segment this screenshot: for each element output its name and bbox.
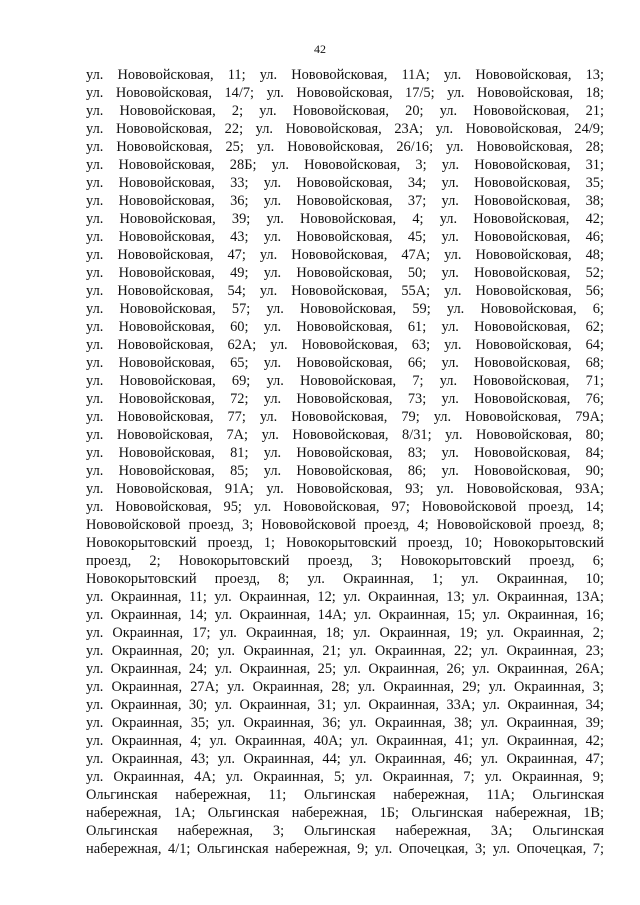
text-line: набережная, 1А; Ольгинская набережная, 1Б; Ольгинская набережная, 1В; <box>86 805 604 821</box>
text-line: ул. Нововойсковая, 69; ул. Нововойсковая, 7; ул. Нововойсковая, 71; <box>86 373 604 389</box>
text-line: ул. Нововойсковая, 28Б; ул. Нововойсковая, 3; ул. Нововойсковая, 31; <box>86 157 604 173</box>
text-line: ул. Нововойсковая, 57; ул. Нововойсковая, 59; ул. Нововойсковая, 6; <box>86 301 604 317</box>
text-line: ул. Нововойсковая, 36; ул. Нововойсковая, 37; ул. Нововойсковая, 38; <box>86 193 604 209</box>
text-line: ул. Нововойсковая, 72; ул. Нововойсковая, 73; ул. Нововойсковая, 76; <box>86 391 604 407</box>
text-line: ул. Нововойсковая, 49; ул. Нововойсковая, 50; ул. Нововойсковая, 52; <box>86 265 604 281</box>
text-line: ул. Нововойсковая, 11; ул. Нововойсковая, 11А; ул. Нововойсковая, 13; <box>86 67 604 83</box>
text-line: ул. Окраинная, 4А; ул. Окраинная, 5; ул. Окраинная, 7; ул. Окраинная, 9; <box>86 769 604 785</box>
address-list-paragraph <box>86 66 604 858</box>
text-line: ул. Нововойсковая, 22; ул. Нововойсковая, 23А; ул. Нововойсковая, 24/9; <box>86 121 604 137</box>
text-line: ул. Нововойсковая, 81; ул. Нововойсковая, 83; ул. Нововойсковая, 84; <box>86 445 604 461</box>
text-line: ул. Нововойсковая, 14/7; ул. Нововойсковая, 17/5; ул. Нововойсковая, 18; <box>86 85 604 101</box>
text-line: ул. Нововойсковая, 54; ул. Нововойсковая, 55А; ул. Нововойсковая, 56; <box>86 283 604 299</box>
text-line: ул. Окраинная, 4; ул. Окраинная, 40А; ул. Окраинная, 41; ул. Окраинная, 42; <box>86 733 604 749</box>
text-line: ул. Окраинная, 24; ул. Окраинная, 25; ул. Окраинная, 26; ул. Окраинная, 26А; <box>86 661 604 677</box>
text-line: ул. Окраинная, 20; ул. Окраинная, 21; ул. Окраинная, 22; ул. Окраинная, 23; <box>86 643 604 659</box>
text-line: ул. Нововойсковая, 77; ул. Нововойсковая, 79; ул. Нововойсковая, 79А; <box>86 409 604 425</box>
text-line: Ольгинская набережная, 3; Ольгинская набережная, 3А; Ольгинская <box>86 823 604 839</box>
text-line: Нововойсковой проезд, 3; Нововойсковой проезд, 4; Нововойсковой проезд, 8; <box>86 517 604 533</box>
text-line: ул. Окраинная, 14; ул. Окраинная, 14А; ул. Окраинная, 15; ул. Окраинная, 16; <box>86 607 604 623</box>
text-line: ул. Нововойсковая, 62А; ул. Нововойсковая, 63; ул. Нововойсковая, 64; <box>86 337 604 353</box>
text-line: ул. Нововойсковая, 91А; ул. Нововойсковая, 93; ул. Нововойсковая, 93А; <box>86 481 604 497</box>
text-line: ул. Окраинная, 30; ул. Окраинная, 31; ул. Окраинная, 33А; ул. Окраинная, 34; <box>86 697 604 713</box>
text-line: ул. Нововойсковая, 85; ул. Нововойсковая, 86; ул. Нововойсковая, 90; <box>86 463 604 479</box>
text-line: ул. Нововойсковая, 60; ул. Нововойсковая, 61; ул. Нововойсковая, 62; <box>86 319 604 335</box>
text-line: Новокорытовский проезд, 8; ул. Окраинная, 1; ул. Окраинная, 10; <box>86 571 604 587</box>
text-line: ул. Нововойсковая, 39; ул. Нововойсковая, 4; ул. Нововойсковая, 42; <box>86 211 604 227</box>
text-line: ул. Окраинная, 35; ул. Окраинная, 36; ул. Окраинная, 38; ул. Окраинная, 39; <box>86 715 604 731</box>
text-line: ул. Нововойсковая, 25; ул. Нововойсковая, 26/16; ул. Нововойсковая, 28; <box>86 139 604 155</box>
text-line: ул. Нововойсковая, 47; ул. Нововойсковая, 47А; ул. Нововойсковая, 48; <box>86 247 604 263</box>
page-number: 42 <box>314 42 326 56</box>
text-line: Новокорытовский проезд, 1; Новокорытовский проезд, 10; Новокорытовский <box>86 535 604 551</box>
text-line: ул. Нововойсковая, 7А; ул. Нововойсковая, 8/31; ул. Нововойсковая, 80; <box>86 427 604 443</box>
text-line: Ольгинская набережная, 11; Ольгинская набережная, 11А; Ольгинская <box>86 787 604 803</box>
text-line: ул. Нововойсковая, 65; ул. Нововойсковая, 66; ул. Нововойсковая, 68; <box>86 355 604 371</box>
text-line: ул. Окраинная, 27А; ул. Окраинная, 28; ул. Окраинная, 29; ул. Окраинная, 3; <box>86 679 604 695</box>
text-line: ул. Нововойсковая, 2; ул. Нововойсковая, 20; ул. Нововойсковая, 21; <box>86 103 604 119</box>
text-line: ул. Окраинная, 11; ул. Окраинная, 12; ул. Окраинная, 13; ул. Окраинная, 13А; <box>86 589 604 605</box>
text-line: ул. Окраинная, 17; ул. Окраинная, 18; ул. Окраинная, 19; ул. Окраинная, 2; <box>86 625 604 641</box>
text-line: ул. Нововойсковая, 33; ул. Нововойсковая, 34; ул. Нововойсковая, 35; <box>86 175 604 191</box>
text-line: проезд, 2; Новокорытовский проезд, 3; Новокорытовский проезд, 6; <box>86 553 604 569</box>
text-line: ул. Нововойсковая, 95; ул. Нововойсковая, 97; Нововойсковой проезд, 14; <box>86 499 604 515</box>
text-line: ул. Нововойсковая, 43; ул. Нововойсковая, 45; ул. Нововойсковая, 46; <box>86 229 604 245</box>
text-line: набережная, 4/1; Ольгинская набережная, 9; ул. Опочецкая, 3; ул. Опочецкая, 7; <box>86 841 604 857</box>
text-line: ул. Окраинная, 43; ул. Окраинная, 44; ул. Окраинная, 46; ул. Окраинная, 47; <box>86 751 604 767</box>
